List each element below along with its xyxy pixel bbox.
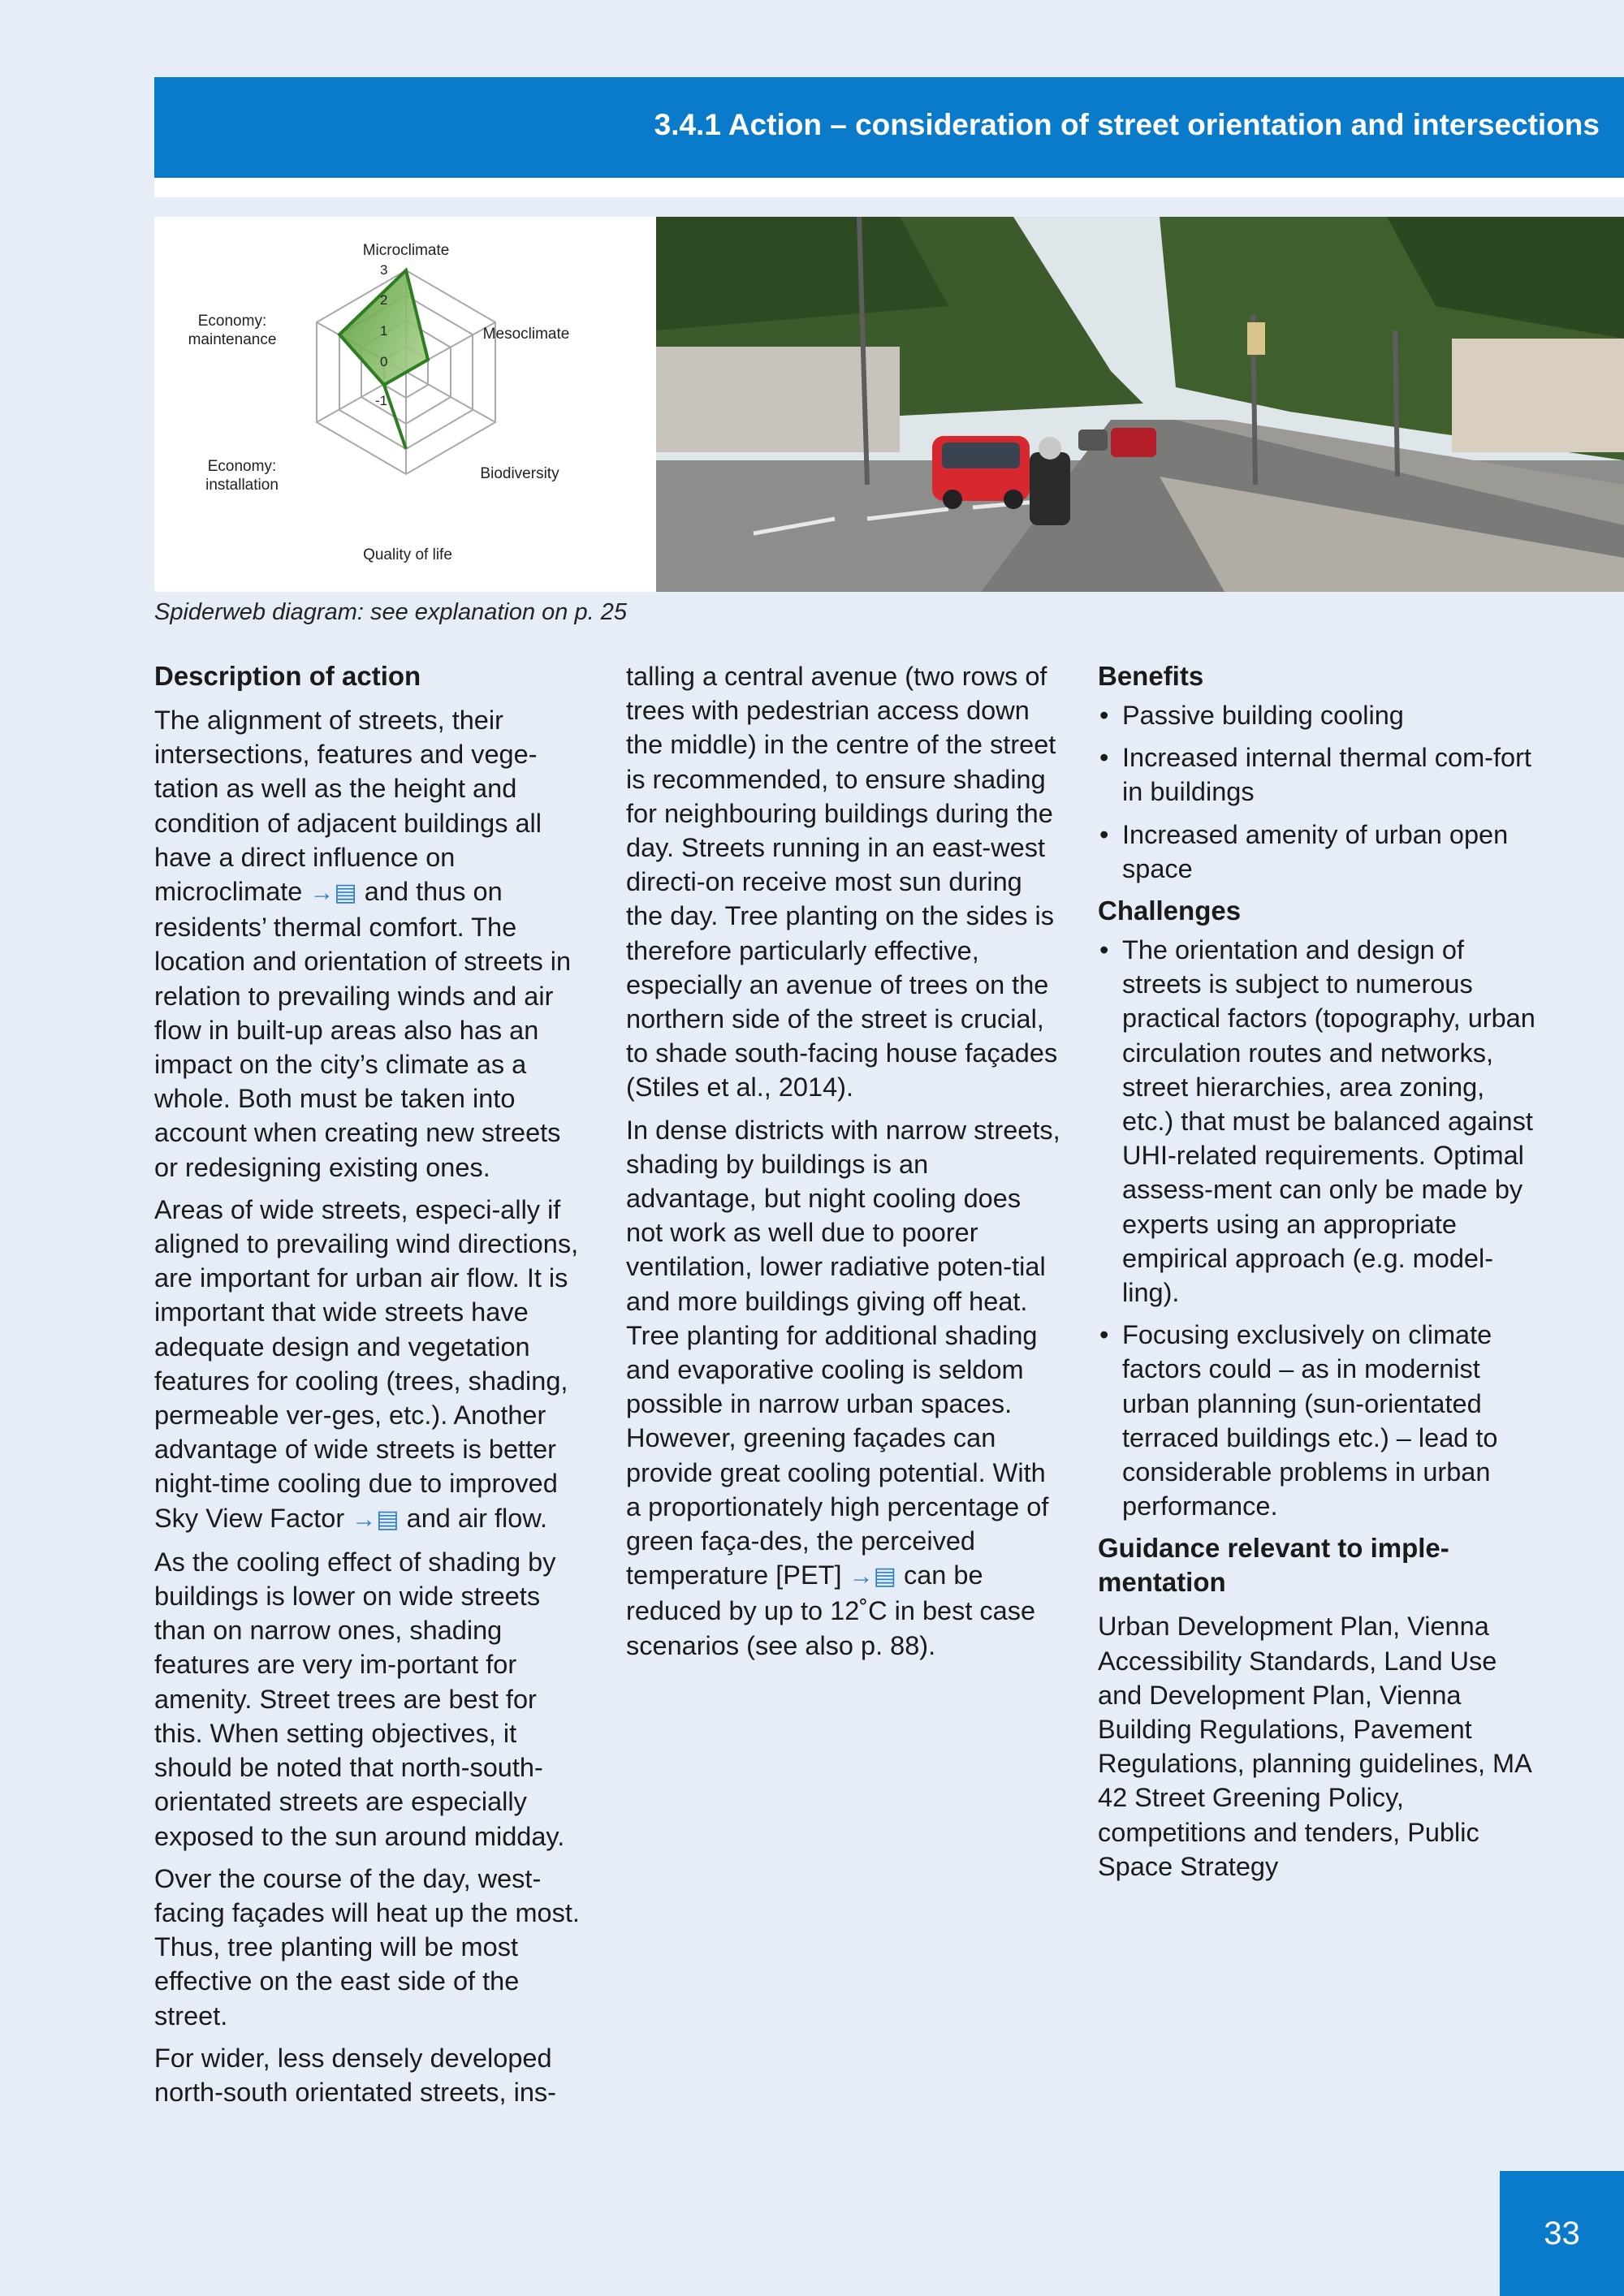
scale-label-0: 0 <box>380 354 388 369</box>
axis-label-biodiversity: Biodiversity <box>480 465 559 482</box>
paragraph <box>154 1193 589 1537</box>
axis-label-quality-of-life: Quality of life <box>363 546 452 563</box>
column-1 <box>154 659 589 2117</box>
challenges-list <box>1098 933 1536 1523</box>
paragraph: talling a central avenue (two rows of trees with pedestrian access down the middle) in the centre of the street is recommended, to ensure shading for neighbouring buildings during the day. Streets running in an east-west directi-on receive most sun during the day. Tree planting on the sides is therefore particularly effective, especially an avenue of trees on the northern side of the street is crucial, to shade south-facing house façades (Stiles et al., 2014). <box>626 662 1058 1103</box>
guidance-text: Urban Development Plan, Vienna Accessibility Standards, Land Use and Development Plan, Vienna Building Regulations, Pavement Regulations, planning guidelines, MA 42 Street Greening Policy, competitions and tenders, Public Space Strategy <box>1098 1612 1531 1881</box>
paragraph-text: can be reduced by up to 12˚C in best case scenarios (see also p. 88). <box>626 1560 1036 1660</box>
street-photo <box>656 217 1624 592</box>
scale-label-2: 2 <box>380 292 388 308</box>
axis-label-economy-installation-2: installation <box>205 477 279 494</box>
paragraph <box>154 703 589 1185</box>
benefits-list <box>1098 698 1536 886</box>
paragraph <box>626 1113 1060 1663</box>
scale-label-minus-1: -1 <box>375 393 388 408</box>
list-item: • The orientation and design of streets is subject to numerous practical factors (topography, urban circulation routes and networks, street hierarchies, area zoning, etc.) that must be balanced against UHI-related requirements. Optimal assess-ment can only be made by experts using an appropriate empirical approach (e.g. model-ling). <box>1098 933 1536 1310</box>
list-item: • Passive building cooling <box>1098 698 1536 732</box>
paragraph-text: The alignment of streets, their intersections, features and vege-tation as well as the height and condition of adjacent buildings all have a direct influence on microclimate <box>154 706 542 907</box>
paragraph: For wider, less densely developed north-south orientated streets, ins- <box>154 2043 556 2107</box>
spiderweb-diagram <box>154 217 656 592</box>
section-header-bar <box>154 77 1624 178</box>
list-item: • Increased internal thermal com-fort in buildings <box>1098 740 1536 809</box>
axis-label-mesoclimate: Mesoclimate <box>482 326 570 343</box>
column-3 <box>1098 659 1536 1892</box>
scale-label-1: 1 <box>380 323 388 339</box>
column-2 <box>626 659 1060 1671</box>
glossary-ref-icon[interactable]: →▤ <box>309 879 357 907</box>
paragraph-text: In dense districts with narrow streets, shading by buildings is an advantage, but night cooling does not work as well due to poorer ventilation, lower radiative poten-tial and more buildings giving off heat. Tree planting for additional shading and evaporative cooling is seldom possible in narrow urban spaces. However, greening façades can provide great cooling potential. With a proportionately high percentage of green faça-des, the perceived temperature [PET] <box>626 1115 1060 1590</box>
scale-label-3: 3 <box>380 262 388 278</box>
paragraph: Over the course of the day, west-facing façades will heat up the most. Thus, tree planting will be most effective on the east side of the street. <box>154 1863 580 2031</box>
glossary-ref-icon[interactable]: →▤ <box>352 1505 400 1533</box>
figure-caption: Spiderweb diagram: see explanation on p. 25 <box>154 599 627 625</box>
axis-label-economy-installation-1: Economy: <box>207 458 277 475</box>
glossary-ref-icon[interactable]: →▤ <box>849 1563 896 1590</box>
paragraph-text: Areas of wide streets, especi-ally if aligned to prevailing wind directions, are important for urban air flow. It is important that wide streets have adequate design and vegetation features for cooling (trees, shading, permeable ver-ges, etc.). Another advantage of wide streets is better night-time cooling due to improved Sky View Factor <box>154 1194 579 1533</box>
paragraph: As the cooling effect of shading by buildings is lower on wide streets than on narrow ones, shading features are very im-portant for amenity. Street trees are best for this. When setting objectives, it should be noted that north-south-orientated streets are especially exposed to the sun around midday. <box>154 1547 565 1851</box>
heading-challenges: Challenges <box>1098 896 1242 926</box>
axis-label-economy-maintenance-1: Economy: <box>197 313 267 330</box>
header-stripe <box>154 178 1624 197</box>
axis-label-economy-maintenance-2: maintenance <box>188 331 277 348</box>
section-title: 3.4.1 Action – consideration of street orientation and intersections <box>654 108 1600 141</box>
axis-label-microclimate: Microclimate <box>362 242 450 259</box>
page-number: 33 <box>1500 2171 1624 2296</box>
paragraph-text: and air flow. <box>399 1503 548 1533</box>
heading-description: Description of action <box>154 661 421 691</box>
paragraph-text: and thus on residents’ thermal comfort. The location and orientation of streets in relation to prevailing winds and air flow in built-up areas also has an impact on the city’s climate as a whole. Both must be taken into account when creating new streets or redesigning existing ones. <box>154 877 572 1182</box>
heading-benefits: Benefits <box>1098 661 1204 691</box>
list-item: • Increased amenity of urban open space <box>1098 818 1536 886</box>
list-item: • Focusing exclusively on climate factors could – as in modernist urban planning (sun-orientated terraced buildings etc.) – lead to considerable problems in urban performance. <box>1098 1318 1536 1523</box>
heading-guidance: Guidance relevant to imple-mentation <box>1098 1533 1449 1598</box>
